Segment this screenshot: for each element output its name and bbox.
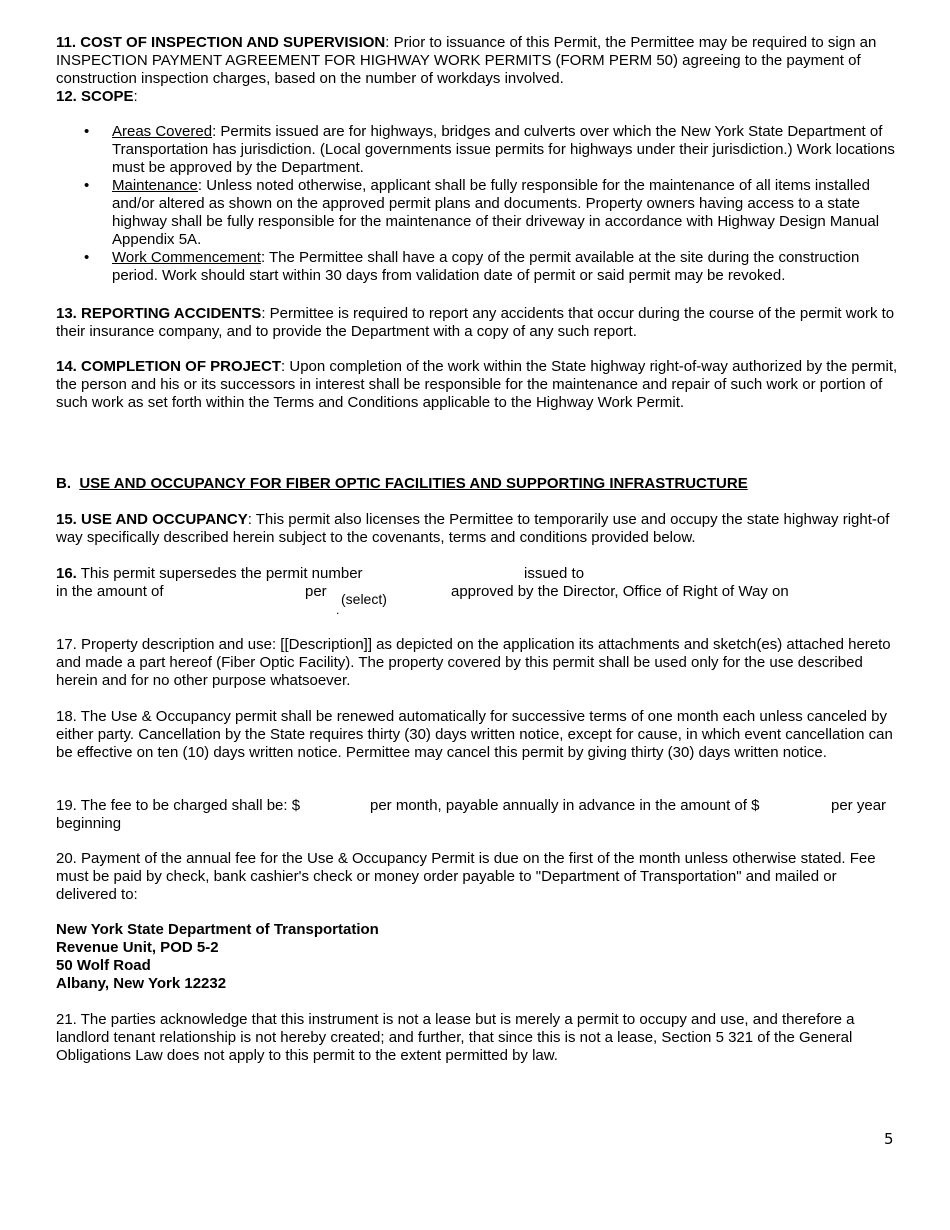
section-21-not-a-lease: 21. The parties acknowledge that this instrument is not a lease but is merely a permit to occupy and use, and therefore a landlord tenant relationship is not hereby created; and further, that since this is not a lease, Section 5 321 of the General Obligations Law does not apply to this permit to the extent permitted by law.: [56, 1011, 855, 1064]
section-12-scope-heading: 12. SCOPE:: [56, 88, 138, 105]
scope-item-areas-covered: • Areas Covered: Permits issued are for highways, bridges and culverts over which the New York State Department of Transportation has jurisdiction. (Local governments issue permits for highways under their jurisdiction.) Work locations must be approved by the Department.: [56, 123, 898, 177]
scope-item-maintenance: • Maintenance: Unless noted otherwise, applicant shall be fully responsible for the maintenance of all items installed and/or altered as shown on the approved permit plans and documents. Property owners having access to a state highway shall be fully responsible for the maintenance of their driveway in accordance with Highway Design Manual Appendix 5A.: [56, 177, 898, 249]
section-11-cost-of-inspection: 11. COST OF INSPECTION AND SUPERVISION: Prior to issuance of this Permit, the Permittee may be required to sign an INSPECTION PAYMENT AGREEMENT FOR HIGHWAY WORK PERMITS (FORM PERM 50) agreeing to the payment of construction inspection charges, based on the number of workdays involved.: [56, 34, 877, 87]
section-13-reporting-accidents: 13. REPORTING ACCIDENTS: Permittee is required to report any accidents that occur during the course of the permit work to their insurance company, and to provide the Department with a copy of any such report.: [56, 305, 895, 340]
period-select-dropdown[interactable]: (select): [341, 591, 387, 607]
scope-item-work-commencement: • Work Commencement: The Permittee shall have a copy of the permit available at the site during the construction period. Work should start within 30 days from validation date of permit or said permit may be revoked.: [56, 249, 898, 285]
section-b-heading: B. USE AND OCCUPANCY FOR FIBER OPTIC FACILITIES AND SUPPORTING INFRASTRUCTURE: [56, 475, 748, 492]
document-page: 11. COST OF INSPECTION AND SUPERVISION: Prior to issuance of this Permit, the Permittee may be required to sign an INSPECTION PAYMENT AGREEMENT FOR HIGHWAY WORK PERMITS (FORM PERM 50) agreeing to the payment of construction inspection charges, based on the number of workdays involved. 12. SCOPE: • Areas Covered: Permits issued are for highways, bridges and culverts over which the New York State Department of Transportation has jurisdiction. (Local governments issue permits for highways under their jurisdiction.) Work locations must be approved by the Department. • Maintenance: Unless noted otherwise, applicant shall be fully responsible for the maintenance of all items installed and/or altered as shown on the approved permit plans and documents. Property owners having access to a state highway shall be fully responsible for the maintenance of their driveway in accordance with Highway Design Manual Appendix 5A. • Work Commencement: The Permittee shall have a copy of the permit available at the site during the construction period. Work should start within 30 days from validation date of permit or said permit may be revoked. 13. REPORTING ACCIDENTS: Permittee is required to report any accidents that occur during the course of the permit work to their insurance company, and to provide the Department with a copy of any such report. 14. COMPLETION OF PROJECT: Upon completion of the work within the State highway right-of-way authorized by the permit, the person and his or its successors in interest shall be responsible for the maintenance and repair of such work or portion of such work as set forth within the Terms and Conditions applicable to the Highway Work Permit. B. USE AND OCCUPANCY FOR FIBER OPTIC FACILITIES AND SUPPORTING INFRASTRUCTURE 15. USE AND OCCUPANCY: This permit also licenses the Permittee to temporarily use and occupy the state highway right-of way specifically described herein subject to the covenants, terms and conditions provided below. 16. This permit supersedes the permit number issued to in the amount of per (select) . approved by the Director, Office of Right of Way on 17. Property description and use: [[Description]] as depicted on the application its attachments and sketch(es) attached hereto and made a part hereof (Fiber Optic Facility). The property covered by this permit shall be used only for the use described herein and for no other purpose whatsoever. 18. The Use & Occupancy permit shall be renewed automatically for successive terms of one month each unless canceled by either party. Cancellation by the State requires thirty (30) days written notice, except for cause, in which event cancellation can be effective on ten (10) days written notice. Permittee may cancel this permit by giving thirty (30) days written notice. 19. The fee to be charged shall be: $ per month, payable annually in advance in the amount of $ per year beginning 20. Payment of the annual fee for the Use & Occupancy Permit is due on the first of the month unless otherwise stated. Fee must be paid by check, bank cashier's check or money order payable to "Department of Transportation" and mailed or delivered to: New York State Department of Transportation Revenue Unit, POD 5-2 50 Wolf Road Albany, New York 12232 21. The parties acknowledge that this instrument is not a lease but is merely a permit to occupy and use, and therefore a landlord tenant relationship is not hereby created; and further, that since this is not a lease, Section 5 321 of the General Obligations Law does not apply to this permit to the extent permitted by law. 5: [0, 0, 950, 1230]
section-15-use-and-occupancy: 15. USE AND OCCUPANCY: This permit also licenses the Permittee to temporarily use and occupy the state highway right-of way specifically described herein subject to the covenants, terms and conditions provided below.: [56, 511, 890, 546]
section-18-renewal-terms: 18. The Use & Occupancy permit shall be renewed automatically for successive terms of one month each unless canceled by either party. Cancellation by the State requires thirty (30) days written notice, except for cause, in which event cancellation can be effective on ten (10) days written notice. Permittee may cancel this permit by giving thirty (30) days written notice.: [56, 708, 893, 761]
section-14-completion-of-project: 14. COMPLETION OF PROJECT: Upon completion of the work within the State highway right-of-way authorized by the permit, the person and his or its successors in interest shall be responsible for the maintenance and repair of such work or portion of such work as set forth within the Terms and Conditions applicable to the Highway Work Permit.: [56, 358, 898, 411]
mailing-address: New York State Department of Transportation Revenue Unit, POD 5-2 50 Wolf Road Albany, New York 12232: [56, 921, 379, 992]
scope-bullet-list: [56, 123, 898, 285]
section-11-heading: 11. COST OF INSPECTION AND SUPERVISION: [56, 34, 386, 51]
page-number: 5: [884, 1130, 894, 1148]
section-17-property-description: 17. Property description and use: [[Description]] as depicted on the application its attachments and sketch(es) attached hereto and made a part hereof (Fiber Optic Facility). The property covered by this permit shall be used only for the use described herein and for no other purpose whatsoever.: [56, 636, 891, 689]
section-20-payment: 20. Payment of the annual fee for the Use & Occupancy Permit is due on the first of the month unless otherwise stated. Fee must be paid by check, bank cashier's check or money order payable to "Department of Transportation" and mailed or delivered to:: [56, 850, 876, 903]
